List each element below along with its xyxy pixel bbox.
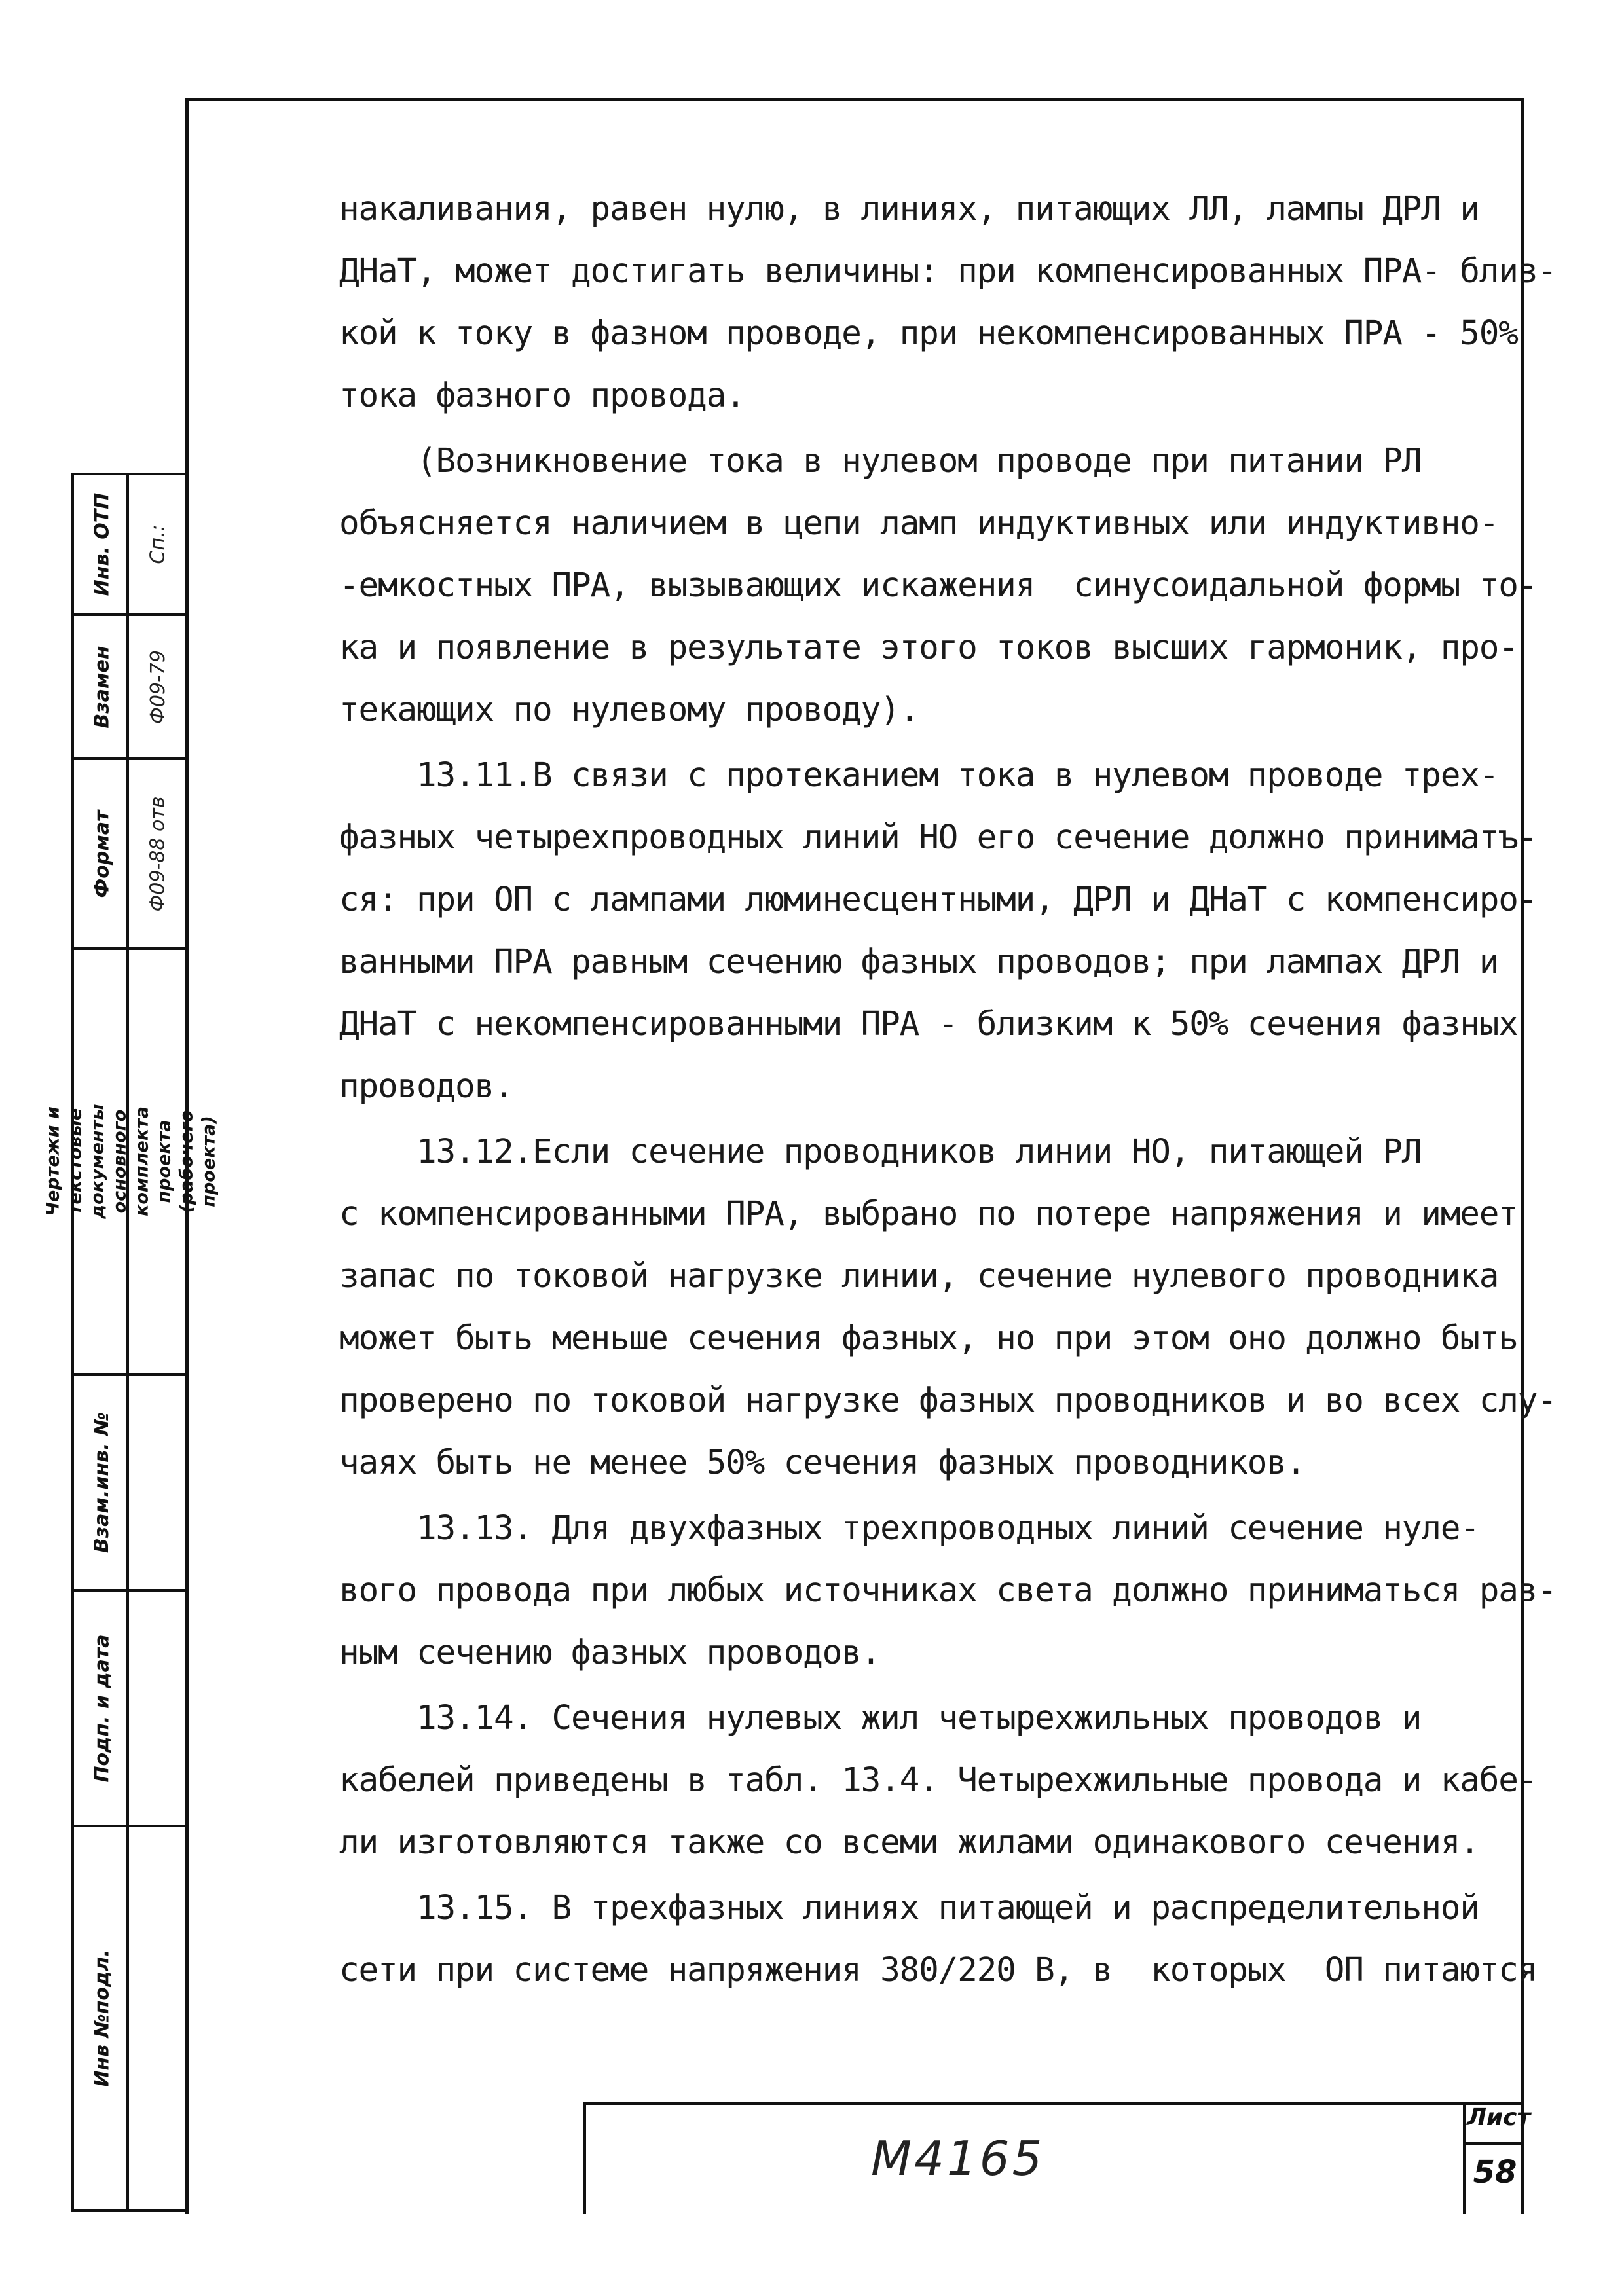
- text-line: (Возникновение тока в нулевом проводе при питании РЛ: [339, 442, 1422, 481]
- text-line: тока фазного провода.: [339, 376, 745, 415]
- frame-top-line: [185, 98, 1523, 101]
- text-line: проводов.: [339, 1067, 513, 1106]
- text-line: -емкостных ПРА, вызывающих искажения синусоидальной формы то-: [339, 566, 1538, 605]
- text-line: ДНаТ, может достигать величины: при компенсированных ПРА- близ-: [339, 252, 1557, 291]
- stamp-signature-label: Подп. и дата: [90, 1633, 114, 1783]
- stamp-cell-format: [74, 757, 187, 947]
- text-line: ДНаТ с некомпенсированными ПРА - близким к 50% сечения фазных: [339, 1005, 1518, 1044]
- title-block: [583, 2102, 1531, 2214]
- stamp-cell-vzamen: [74, 613, 187, 757]
- text-line: ка и появление в результате этого токов высших гармоник, про-: [339, 629, 1518, 667]
- stamp-cell-signature: [74, 1589, 187, 1825]
- text-line: ванными ПРА равным сечению фазных проводов; при лампах ДРЛ и: [339, 943, 1499, 981]
- stamp-drawings-label: Чертежи и текстовые документы основного комплекта проекта (рабочего проекта): [43, 1104, 219, 1219]
- text-line: с компенсированными ПРА, выбрано по потере напряжения и имеет: [339, 1195, 1518, 1233]
- stamp-format-label: Формат: [90, 810, 114, 898]
- text-line: чаях быть не менее 50% сечения фазных проводников.: [339, 1444, 1306, 1482]
- text-line: запас по токовой нагрузке линии, сечение нулевого проводника: [339, 1257, 1499, 1296]
- text-line: кой к току в фазном проводе, при некомпенсированных ПРА - 50%: [339, 314, 1518, 353]
- sheet-number: 58: [1473, 2154, 1517, 2191]
- stamp-cell-vzam-inv: [74, 1373, 187, 1589]
- text-line: накаливания, равен нулю, в линиях, питающих ЛЛ, лампы ДРЛ и: [339, 190, 1479, 228]
- text-line: ся: при ОП с лампами люминесцентными, ДРЛ и ДНаТ с компенсиро-: [339, 881, 1538, 919]
- document-code: М4165: [871, 2131, 1045, 2186]
- stamp-vzam-inv-label: Взам.инв. №: [90, 1412, 114, 1553]
- stamp-vzamen-value: Ф09-79: [146, 649, 170, 724]
- sheet-label: Лист: [1467, 2104, 1531, 2131]
- text-line: 13.13. Для двухфазных трехпроводных линий сечение нуле-: [339, 1509, 1479, 1548]
- frame-right-line: [1521, 98, 1524, 2214]
- text-line: 13.12.Если сечение проводников линии НО, питающей РЛ: [339, 1133, 1422, 1171]
- title-block-sheet-divider: [1463, 2142, 1524, 2145]
- title-block-divider: [1463, 2102, 1466, 2214]
- text-line: ли изготовляются также со всеми жилами одинакового сечения.: [339, 1823, 1479, 1862]
- stamp-inv-otp-value: Сп.:: [146, 524, 170, 564]
- stamp-cell-inv-otp: [74, 473, 187, 613]
- text-line: может быть меньше сечения фазных, но при этом оно должно быть: [339, 1319, 1518, 1358]
- stamp-strip: [43, 473, 219, 2212]
- text-line: сети при системе напряжения 380/220 В, в которых ОП питаются: [339, 1951, 1538, 1990]
- text-line: проверено по токовой нагрузке фазных проводников и во всех слу-: [339, 1381, 1557, 1420]
- stamp-inv-original-label: Инв №подл.: [90, 1949, 114, 2087]
- text-line: фазных четырехпроводных линий НО его сечение должно приниматъ-: [339, 818, 1538, 857]
- stamp-cell-inv-original: [74, 1825, 187, 2212]
- text-line: 13.11.В связи с протеканием тока в нулевом проводе трех-: [339, 756, 1499, 795]
- stamp-inv-otp-label: Инв. ОТП: [90, 492, 114, 596]
- text-line: 13.14. Сечения нулевых жил четырехжильных проводов и: [339, 1699, 1422, 1738]
- stamp-format-value: Ф09-88 отв: [146, 795, 170, 912]
- text-line: кабелей приведены в табл. 13.4. Четырехжильные провода и кабе-: [339, 1761, 1538, 1800]
- stamp-cell-drawings: [43, 947, 219, 1373]
- stamp-vzamen-label: Взамен: [90, 645, 114, 729]
- text-line: объясняется наличием в цепи ламп индуктивных или индуктивно-: [339, 504, 1499, 543]
- text-line: ным сечению фазных проводов.: [339, 1633, 881, 1672]
- text-line: вого провода при любых источниках света должно приниматься рав-: [339, 1571, 1557, 1610]
- text-line: 13.15. В трехфазных линиях питающей и распределительной: [339, 1889, 1479, 1927]
- text-line: текающих по нулевому проводу).: [339, 691, 919, 729]
